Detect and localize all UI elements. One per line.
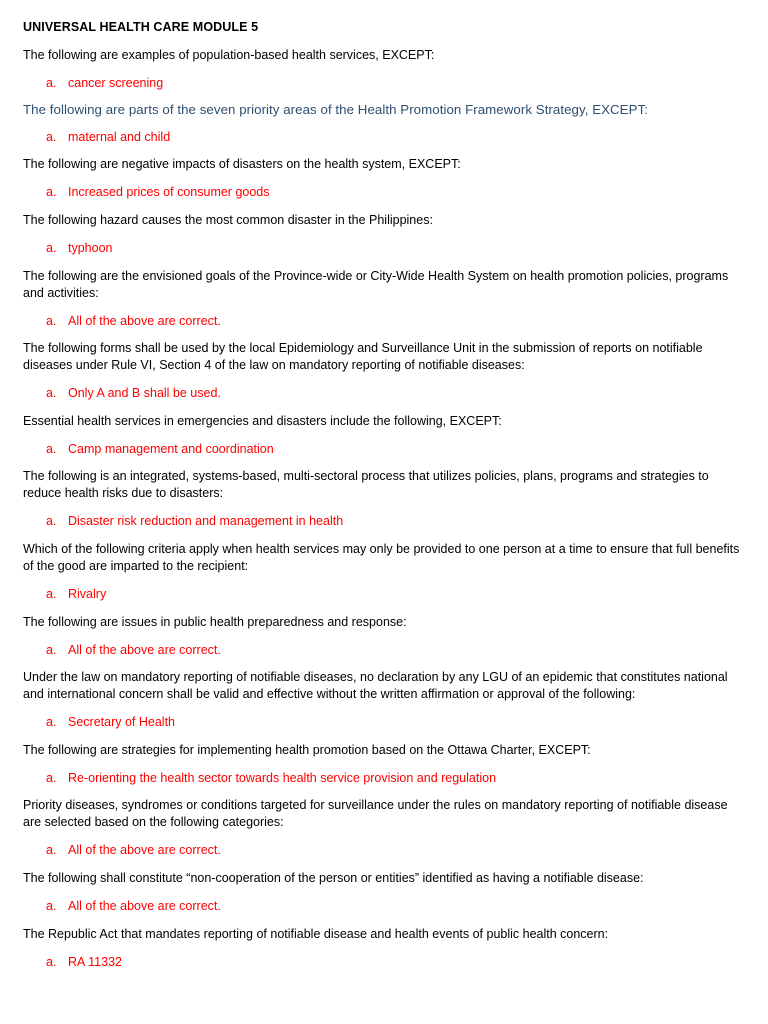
answer-marker: a.: [46, 587, 57, 601]
answer-text: Increased prices of consumer goods: [68, 185, 270, 199]
answer-2: [46, 129, 170, 146]
answer-text: Camp management and coordination: [68, 442, 274, 456]
question-7: Essential health services in emergencies and disasters include the following, EXCEPT:: [23, 414, 502, 428]
question-8: The following is an integrated, systems-based, multi-sectoral process that utilizes policies, plans, programs and strategies to reduce health risks due to disasters:: [23, 469, 709, 500]
answer-10: [46, 642, 221, 659]
answer-marker: a.: [46, 715, 57, 729]
answer-text: Disaster risk reduction and management in health: [68, 514, 344, 528]
answer-marker: a.: [46, 955, 57, 969]
answer-text: maternal and child: [68, 130, 171, 144]
answer-15: [46, 954, 122, 971]
answer-3: [46, 184, 270, 201]
answer-marker: a.: [46, 899, 57, 913]
answer-7: [46, 441, 274, 458]
answer-13: [46, 842, 221, 859]
answer-marker: a.: [46, 130, 57, 144]
answer-text: All of the above are correct.: [68, 314, 221, 328]
question-9: Which of the following criteria apply when health services may only be provided to one person at a time to ensure that full benefits of the good are imparted to the recipient:: [23, 542, 740, 573]
answer-1: [46, 75, 163, 92]
answer-4: [46, 240, 112, 257]
question-6: The following forms shall be used by the local Epidemiology and Surveillance Unit in the submission of reports on notifiable diseases under Rule VI, Section 4 of the law on mandatory reporting of notifiable diseases:: [23, 341, 703, 372]
answer-text: Re-orienting the health sector towards health service provision and regulation: [68, 771, 497, 785]
answer-marker: a.: [46, 241, 57, 255]
answer-marker: a.: [46, 643, 57, 657]
answer-14: [46, 898, 221, 915]
answer-marker: a.: [46, 843, 57, 857]
answer-text: RA 11332: [68, 955, 122, 969]
answer-6: [46, 385, 221, 402]
answer-5: [46, 313, 221, 330]
answer-11: [46, 714, 175, 731]
answer-marker: a.: [46, 514, 57, 528]
question-12: The following are strategies for implementing health promotion based on the Ottawa Charter, EXCEPT:: [23, 743, 591, 757]
question-5: The following are the envisioned goals of the Province-wide or City-Wide Health System on health promotion policies, programs and activities:: [23, 269, 729, 300]
question-10: The following are issues in public health preparedness and response:: [23, 615, 407, 629]
answer-text: cancer screening: [68, 76, 164, 90]
answer-marker: a.: [46, 185, 57, 199]
answer-text: All of the above are correct.: [68, 843, 221, 857]
answer-marker: a.: [46, 442, 57, 456]
question-3: The following are negative impacts of disasters on the health system, EXCEPT:: [23, 157, 461, 171]
answer-8: [46, 513, 343, 530]
question-13: Priority diseases, syndromes or conditions targeted for surveillance under the rules on mandatory reporting of notifiable disease are selected based on the following categories:: [23, 798, 728, 829]
answer-text: Rivalry: [68, 587, 107, 601]
answer-text: All of the above are correct.: [68, 643, 221, 657]
answer-9: [46, 586, 106, 603]
question-15: The Republic Act that mandates reporting of notifiable disease and health events of public health concern:: [23, 927, 609, 941]
question-1: The following are examples of population-based health services, EXCEPT:: [23, 48, 435, 62]
answer-marker: a.: [46, 314, 57, 328]
question-4: The following hazard causes the most common disaster in the Philippines:: [23, 213, 433, 227]
answer-12: [46, 770, 496, 787]
answer-marker: a.: [46, 76, 57, 90]
answer-text: All of the above are correct.: [68, 899, 221, 913]
question-2: The following are parts of the seven priority areas of the Health Promotion Framework Strategy, EXCEPT:: [23, 102, 648, 117]
document-title: UNIVERSAL HEALTH CARE MODULE 5: [23, 20, 259, 34]
answer-text: Only A and B shall be used.: [68, 386, 221, 400]
answer-marker: a.: [46, 386, 57, 400]
answer-marker: a.: [46, 771, 57, 785]
question-14: The following shall constitute “non-cooperation of the person or entities” identified as having a notifiable disease:: [23, 871, 644, 885]
question-11: Under the law on mandatory reporting of notifiable diseases, no declaration by any LGU of an epidemic that constitutes national and international concern shall be valid and effective without the written affirmation or approval of the following:: [23, 670, 728, 701]
answer-text: typhoon: [68, 241, 113, 255]
answer-text: Secretary of Health: [68, 715, 175, 729]
